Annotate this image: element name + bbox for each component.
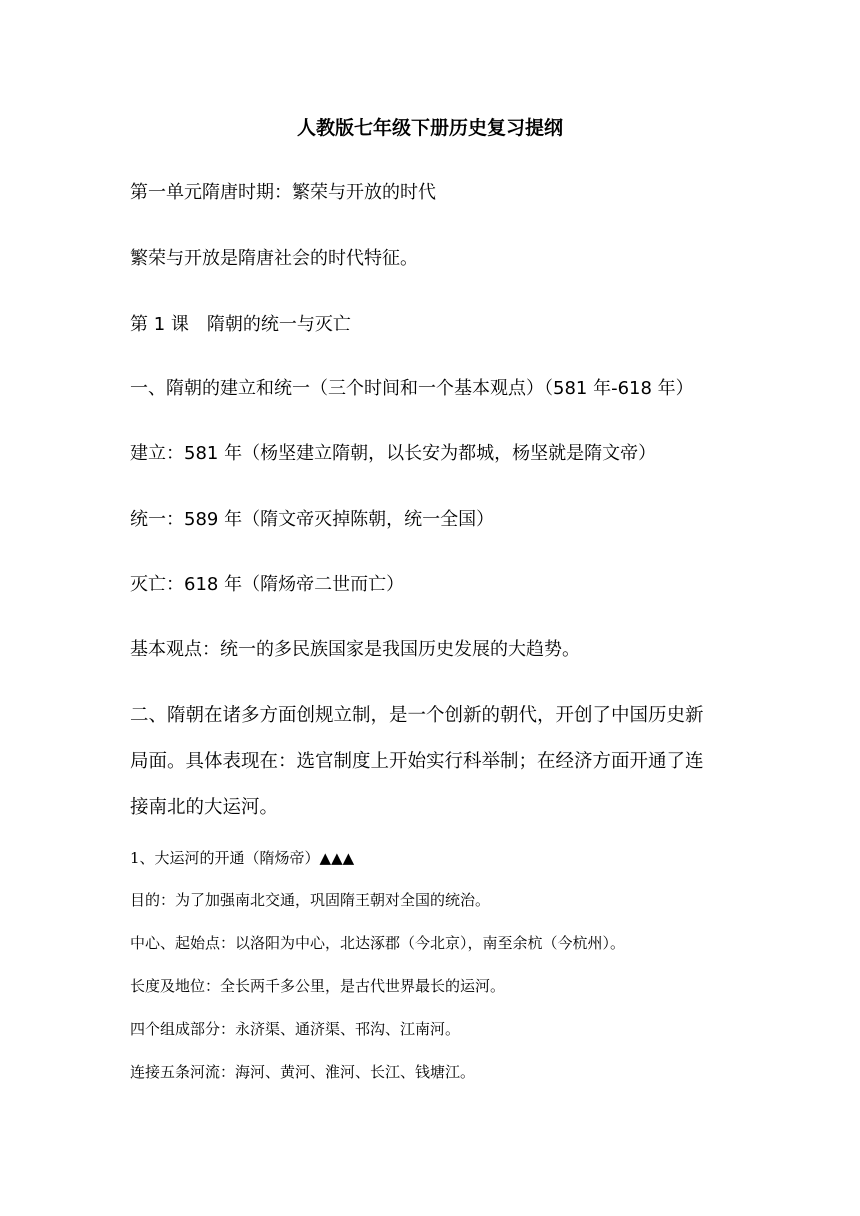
- canal-purpose: 目的：为了加强南北交通，巩固隋王朝对全国的统治。: [130, 891, 491, 909]
- section2-paragraph: [130, 693, 730, 831]
- basic-view-line: 基本观点：统一的多民族国家是我国历史发展的大趋势。: [130, 639, 580, 660]
- section2-line: 二、隋朝在诸多方面创规立制，是一个创新的朝代，开创了中国历史新: [130, 705, 704, 726]
- lesson-heading: 第 1 课 隋朝的统一与灭亡: [130, 314, 351, 335]
- unit-heading: 第一单元隋唐时期：繁荣与开放的时代: [130, 182, 436, 203]
- fall-line: 灭亡：618 年（隋炀帝二世而亡）: [130, 574, 405, 595]
- establish-line: 建立：581 年（杨坚建立隋朝，以长安为都城，杨坚就是隋文帝）: [130, 443, 657, 464]
- section2-line: 接南北的大运河。: [130, 797, 279, 818]
- unit-feature: 繁荣与开放是隋唐社会的时代特征。: [130, 248, 418, 269]
- section1-heading: 一、隋朝的建立和统一（三个时间和一个基本观点）（581 年-618 年）: [130, 378, 694, 399]
- document-title: 人教版七年级下册历史复习提纲: [296, 117, 563, 139]
- canal-rivers: 连接五条河流：海河、黄河、淮河、长江、钱塘江。: [130, 1063, 476, 1081]
- section2-line: 局面。具体表现在：选官制度上开始实行科举制；在经济方面开通了连: [130, 751, 704, 772]
- canal-parts: 四个组成部分：永济渠、通济渠、邗沟、江南河。: [130, 1020, 461, 1038]
- unify-line: 统一：589 年（隋文帝灭掉陈朝，统一全国）: [130, 509, 495, 530]
- canal-length: 长度及地位：全长两千多公里，是古代世界最长的运河。: [130, 977, 506, 995]
- canal-center: 中心、起始点：以洛阳为中心，北达涿郡（今北京），南至余杭（今杭州）。: [130, 934, 626, 952]
- canal-heading: 1、大运河的开通（隋炀帝）▲▲▲: [130, 849, 355, 867]
